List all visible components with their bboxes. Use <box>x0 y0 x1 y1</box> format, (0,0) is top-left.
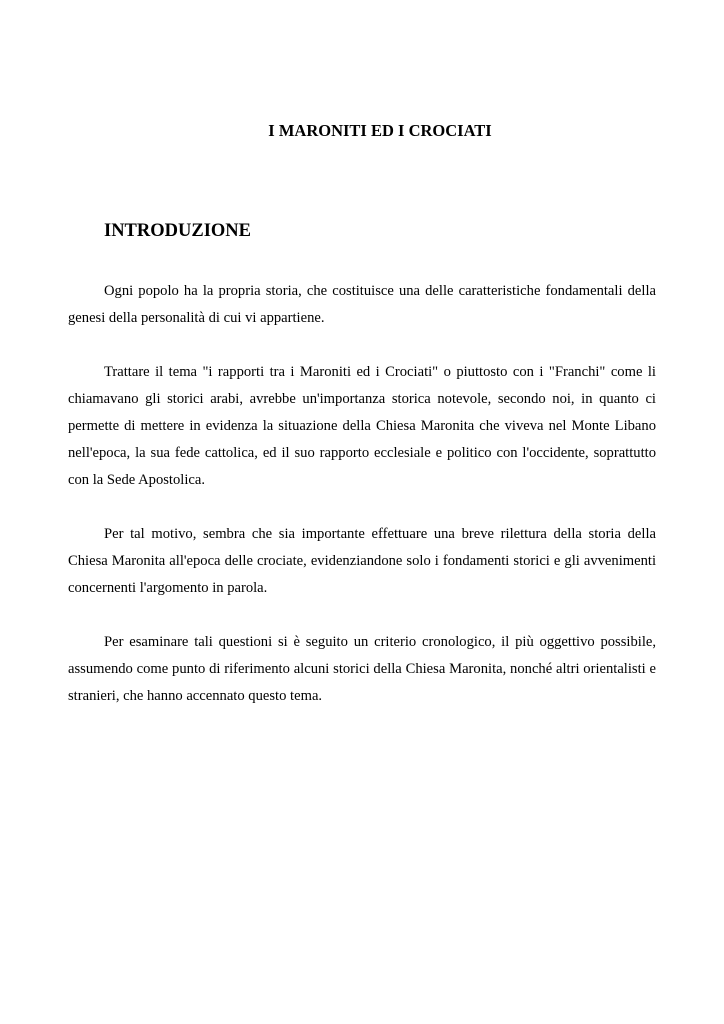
paragraph: Per esaminare tali questioni si è seguito un criterio cronologico, il più oggettivo possibile, assumendo come punto di riferimento alcuni storici della Chiesa Maronita, nonché altri orientalisti e stranieri, che hanno accennato questo tema. <box>68 634 656 704</box>
section-heading: INTRODUZIONE <box>104 221 251 241</box>
paragraph: Per tal motivo, sembra che sia importante effettuare una breve rilettura della storia della Chiesa Maronita all'epoca delle crociate, evidenziandone solo i fondamenti storici e gli avvenimenti concernenti l'argomento in parola. <box>68 526 656 596</box>
paragraph: Ogni popolo ha la propria storia, che costituisce una delle caratteristiche fondamentali della genesi della personalità di cui vi appartiene. <box>68 283 656 326</box>
document-title: I MARONITI ED I CROCIATI <box>268 121 492 140</box>
paragraph: Trattare il tema "i rapporti tra i Maroniti ed i Crociati" o piuttosto con i "Franchi" come li chiamavano gli storici arabi, avrebbe un'importanza storica notevole, secondo noi, in quanto ci permette di mettere in evidenza la situazione della Chiesa Maronita che viveva nel Monte Libano nell'epoca, la sua fede cattolica, ed il suo rapporto ecclesiale e politico con l'occidente, soprattutto con la Sede Apostolica. <box>68 364 656 488</box>
